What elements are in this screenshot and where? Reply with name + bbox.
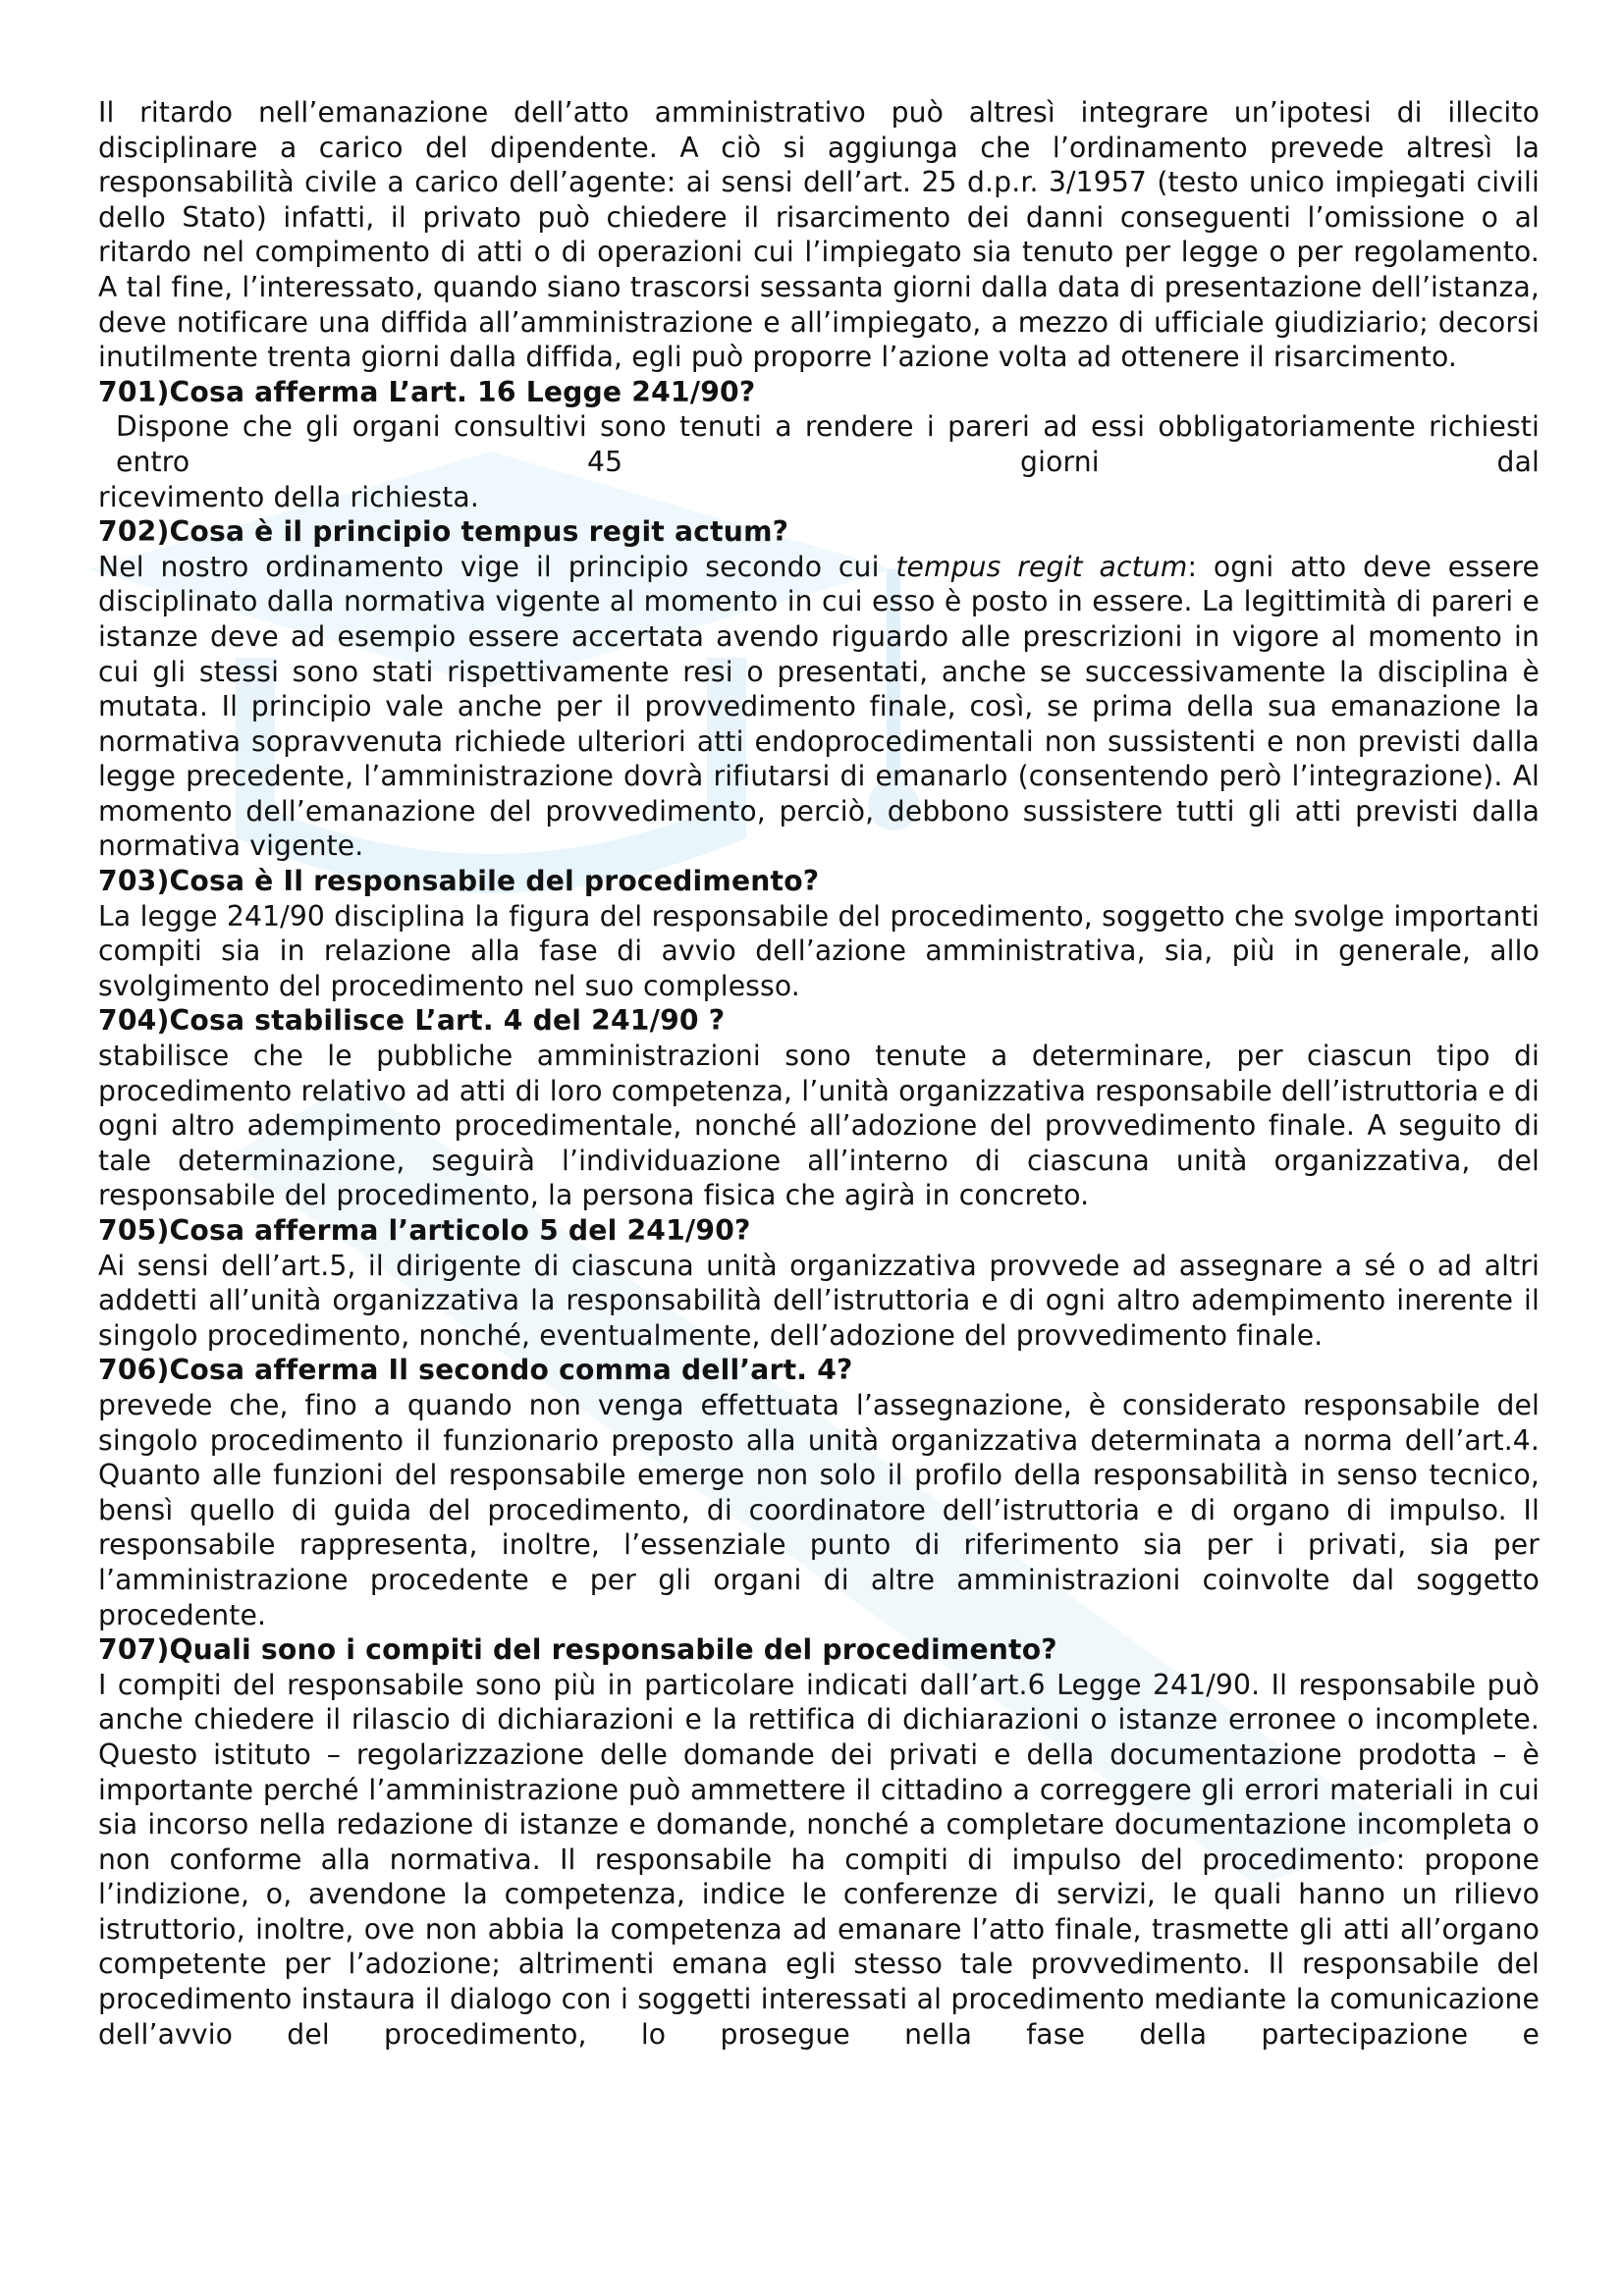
answer-701-line-1: Dispone che gli organi consultivi sono tenuti a rendere i pareri ad essi obbligatoriamente richiesti entro 45 giorni dal (116, 410, 1540, 478)
document-page (98, 95, 1540, 2052)
answer-702-text-start: Nel nostro ordinamento vige il principio secondo cui (98, 550, 896, 583)
answer-706-paragraph: prevede che, fino a quando non venga effettuata l’assegnazione, è considerato responsabile del singolo procedimento il funzionario preposto alla unità organizzativa determinata a norma dell’art.4. Quanto alle funzioni del responsabile emerge non solo il profilo della responsabilità in senso tecnico, bensì quello di guida del procedimento, di coordinatore dell’istruttoria e di organo di impulso. Il responsabile rappresenta, inoltre, l’essenziale punto di riferimento sia per i privati, sia per l’amministrazione procedente e per gli organi di altre amministrazioni coinvolte dal soggetto procedente. (98, 1388, 1540, 1631)
question-704-heading: 704)Cosa stabilisce L’art. 4 del 241/90 ? (98, 1004, 726, 1038)
question-705-heading: 705)Cosa afferma l’articolo 5 del 241/90? (98, 1214, 751, 1247)
answer-703-paragraph: La legge 241/90 disciplina la figura del responsabile del procedimento, soggetto che svolge importanti compiti sia in relazione alla fase di avvio dell’azione amministrativa, sia, più in generale, allo svolgimento del procedimento nel suo complesso. (98, 899, 1540, 1002)
answer-702-paragraph (98, 550, 1540, 864)
answer-702-text-end: : ogni atto deve essere disciplinato dalla normativa vigente al momento in cui esso è posto in essere. La legittimità di pareri e istanze deve ad esempio essere accertata avendo riguardo alle prescrizioni in vigore al momento in cui gli stessi sono stati rispettivamente resi o presentati, anche se successivamente la disciplina è mutata. Il principio vale anche per il provvedimento finale, così, se prima della sua emanazione la normativa sopravvenuta richiede ulteriori atti endoprocedimentali non sussistenti e non previsti dalla legge precedente, l’amministrazione dovrà rifiutarsi di emanarlo (consentendo però l’integrazione). Al momento dell’emanazione del provvedimento, perciò, debbono sussistere tutti gli atti previsti dalla normativa vigente. (98, 550, 1540, 863)
question-703-heading: 703)Cosa è Il responsabile del procedimento? (98, 865, 820, 898)
answer-702-latin-term: tempus regit actum (895, 550, 1188, 583)
intro-paragraph: Il ritardo nell’emanazione dell’atto amministrativo può altresì integrare un’ipotesi di illecito disciplinare a carico del dipendente. A ciò si aggiunga che l’ordinamento prevede altresì la responsabilità civile a carico dell’agente: ai sensi dell’art. 25 d.p.r. 3/1957 (testo unico impiegati civili dello Stato) infatti, il privato può chiedere il risarcimento dei danni conseguenti l’omissione o al ritardo nel compimento di atti o di operazioni cui l’impiegato sia tenuto per legge o per regolamento. A tal fine, l’interessato, quando siano trascorsi sessanta giorni dalla data di presentazione dell’istanza, deve notificare una diffida all’amministrazione e all’impiegato, a mezzo di ufficiale giudiziario; decorsi inutilmente trenta giorni dalla diffida, egli può proporre l’azione volta ad ottenere il risarcimento. (98, 96, 1540, 374)
question-706-heading: 706)Cosa afferma Il secondo comma dell’art. 4? (98, 1354, 853, 1387)
answer-707-paragraph: I compiti del responsabile sono più in particolare indicati dall’art.6 Legge 241/90. Il responsabile può anche chiedere il rilascio di dichiarazioni e la rettifica di dichiarazioni o istanze erronee o incomplete. Questo istituto – regolarizzazione delle domande dei privati e della documentazione prodotta – è importante perché l’amministrazione può ammettere il cittadino a correggere gli errori materiali in cui sia incorso nella redazione di istanze e domande, nonché a completare documentazione incompleta o non conforme alla normativa. Il responsabile ha compiti di impulso del procedimento: propone l’indizione, o, avendone la competenza, indice le conferenze di servizi, le quali hanno un rilievo istruttorio, inoltre, ove non abbia la competenza ad emanare l’atto finale, trasmette gli atti all’organo competente per l’adozione; altrimenti emana egli stesso tale provvedimento. Il responsabile del procedimento instaura il dialogo con i soggetti interessati al procedimento mediante la comunicazione dell’avvio del procedimento, lo prosegue nella fase della partecipazione e (98, 1668, 1540, 2051)
answer-705-paragraph: Ai sensi dell’art.5, il dirigente di ciascuna unità organizzativa provvede ad assegnare a sé o ad altri addetti all’unità organizzativa la responsabilità dell’istruttoria e di ogni altro adempimento inerente il singolo procedimento, nonché, eventualmente, dell’adozione del provvedimento finale. (98, 1249, 1540, 1352)
answer-701-line-2: ricevimento della richiesta. (98, 480, 479, 513)
question-707-heading: 707)Quali sono i compiti del responsabile del procedimento? (98, 1633, 1057, 1667)
answer-704-paragraph: stabilisce che le pubbliche amministrazioni sono tenute a determinare, per ciascun tipo di procedimento relativo ad atti di loro competenza, l’unità organizzativa responsabile dell’istruttoria e di ogni altro adempimento procedimentale, nonché all’adozione del provvedimento finale. A seguito di tale determinazione, seguirà l’individuazione all’interno di ciascuna unità organizzativa, del responsabile del procedimento, la persona fisica che agirà in concreto. (98, 1040, 1540, 1212)
question-702-heading: 702)Cosa è il principio tempus regit actum? (98, 515, 789, 549)
question-701-heading: 701)Cosa afferma L’art. 16 Legge 241/90? (98, 375, 756, 408)
